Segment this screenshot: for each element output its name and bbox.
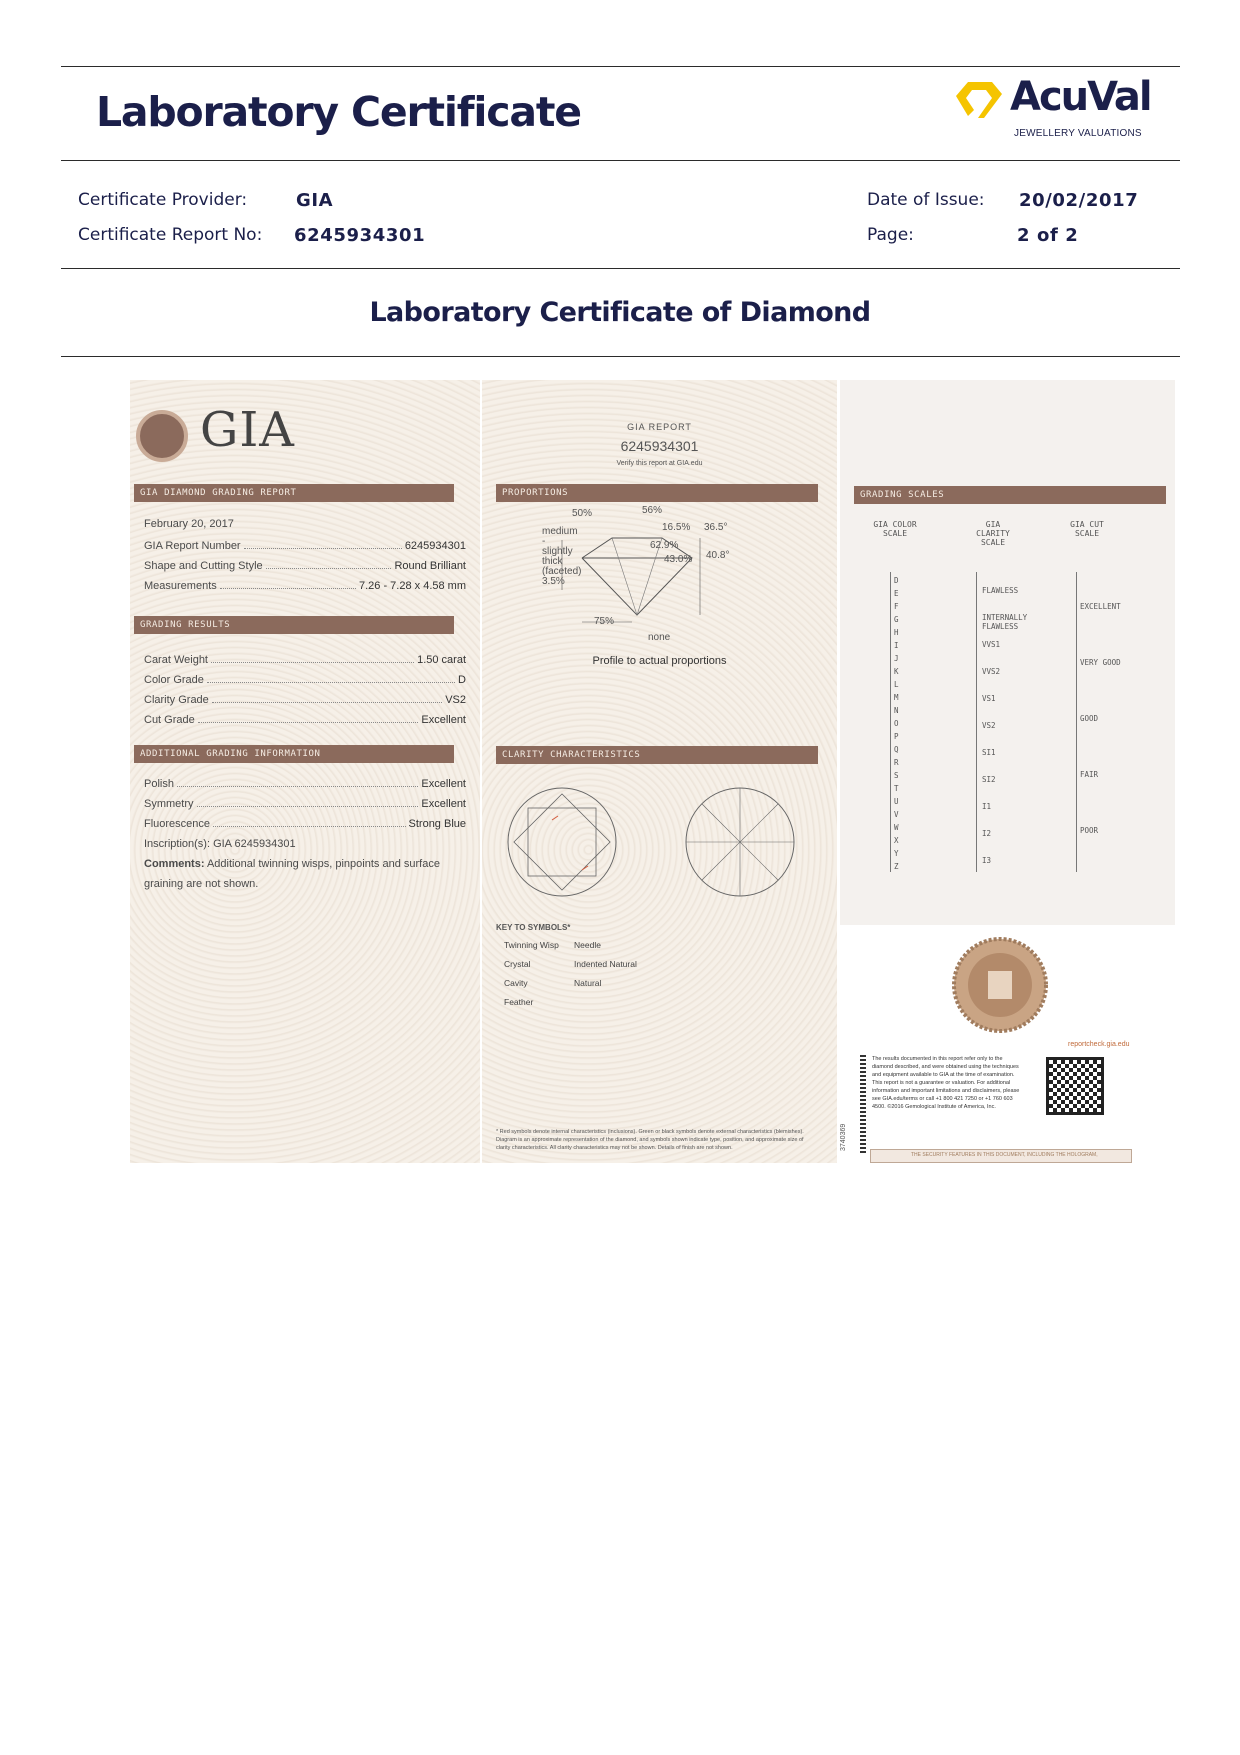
proportions-bar: PROPORTIONS — [496, 484, 818, 502]
row-value: Excellent — [421, 778, 466, 790]
row-leader — [220, 580, 356, 589]
cut-grade: FAIR — [1080, 770, 1099, 779]
crown-height: 16.5% — [662, 522, 691, 533]
row-leader — [212, 694, 442, 703]
girdle-faceted: (faceted) — [542, 566, 582, 577]
color-grade-letter: W — [894, 823, 899, 832]
color-grade-letter: V — [894, 810, 899, 819]
color-grade-letter: S — [894, 771, 899, 780]
clarity-scale-line — [976, 572, 977, 872]
meta-divider — [61, 268, 1180, 269]
symbol-indented-natural: Indented Natural — [574, 959, 637, 969]
clarity-grade: I1 — [982, 802, 992, 811]
color-grade-letter: L — [894, 680, 899, 689]
acuval-mark-icon — [948, 78, 1008, 130]
color-grade-letter: T — [894, 784, 899, 793]
serial-number: 3740369 — [840, 1123, 847, 1151]
verify-link[interactable]: Verify this report at GIA.edu — [616, 460, 703, 467]
date-value: 20/02/2017 — [1019, 190, 1139, 211]
qr-code — [1046, 1057, 1104, 1115]
clarity-scale-title: GIA CLARITY SCALE — [976, 520, 1010, 547]
report-number-value: 6245934301 — [294, 225, 426, 246]
row-label: Symmetry — [144, 798, 194, 810]
row-label: Fluorescence — [144, 818, 211, 830]
row-leader — [177, 778, 418, 787]
girdle-pct: 3.5% — [542, 576, 565, 587]
row-label: Carat Weight — [144, 654, 208, 666]
page-title: Laboratory Certificate — [96, 88, 581, 136]
top-divider — [61, 66, 1180, 67]
brand-name: AcuVal — [1010, 74, 1151, 120]
report-row — [144, 540, 466, 552]
results-row — [144, 694, 466, 706]
gia-seal-icon — [136, 410, 188, 462]
girdle-slightly: slightly — [542, 546, 573, 557]
certificate-scan — [130, 380, 1175, 1163]
symbol-natural: Natural — [574, 978, 602, 988]
row-value: 7.26 - 7.28 x 4.58 mm — [359, 580, 466, 592]
color-grade-letter: O — [894, 719, 899, 728]
row-value: Round Brilliant — [394, 560, 466, 572]
clarity-grade: INTERNALLY FLAWLESS — [982, 613, 1028, 631]
proportions-caption: Profile to actual proportions — [592, 655, 727, 667]
barcode — [860, 1055, 866, 1155]
gia-gold-seal-icon — [950, 935, 1050, 1035]
color-grade-letter: J — [894, 654, 899, 663]
results-bar: GRADING RESULTS — [134, 616, 454, 634]
row-value: Excellent — [421, 714, 466, 726]
results-row — [144, 714, 466, 726]
color-grade-letter: M — [894, 693, 899, 702]
color-grade-letter: Q — [894, 745, 899, 754]
inscription: Inscription(s): GIA 6245934301 — [144, 838, 296, 850]
clarity-grade: VS1 — [982, 694, 996, 703]
row-label: Shape and Cutting Style — [144, 560, 263, 572]
brand-tagline: JEWELLERY VALUATIONS — [1014, 128, 1142, 139]
additional-row — [144, 778, 466, 790]
report-row — [144, 560, 466, 572]
pavilion-depth: 43.0% — [664, 554, 693, 565]
clarity-grade: SI1 — [982, 748, 996, 757]
scales-bar: GRADING SCALES — [854, 486, 1166, 504]
comments — [144, 854, 464, 894]
report-date: February 20, 2017 — [144, 518, 234, 530]
additional-row — [144, 818, 466, 830]
row-value: D — [458, 674, 466, 686]
girdle-dash: - — [542, 536, 546, 547]
row-leader — [213, 818, 405, 827]
color-grade-letter: X — [894, 836, 899, 845]
key-title: KEY TO SYMBOLS* — [496, 923, 571, 932]
color-grade-letter: G — [894, 615, 899, 624]
additional-bar: ADDITIONAL GRADING INFORMATION — [134, 745, 454, 763]
cut-grade: EXCELLENT — [1080, 602, 1121, 611]
clarity-grade: I3 — [982, 856, 992, 865]
color-grade-letter: K — [894, 667, 899, 676]
color-grade-letter: R — [894, 758, 899, 767]
row-value: Strong Blue — [408, 818, 466, 830]
results-row — [144, 654, 466, 666]
row-value: 1.50 carat — [417, 654, 466, 666]
clarity-grade: I2 — [982, 829, 992, 838]
row-label: Clarity Grade — [144, 694, 209, 706]
color-grade-letter: N — [894, 706, 899, 715]
clarity-grade: FLAWLESS — [982, 586, 1019, 595]
section-divider — [61, 356, 1180, 357]
cut-grade: POOR — [1080, 826, 1099, 835]
disclaimer: The results documented in this report refer only to the diamond described, and were obtained using the techniques and equipment available to GIA at the time of examination. This report is not a guarantee or valuation. For additional information and important limitations and disclaimers, please see GIA.edu/terms or call +1 800 421 7250 or +1 760 603 4500. ©2016 Gemological Institute of America, Inc. — [872, 1056, 1020, 1110]
culet: none — [648, 632, 671, 643]
symbol-crystal: Crystal — [504, 959, 531, 969]
clarity-grade: VVS2 — [982, 667, 1001, 676]
color-scale-title: GIA COLOR SCALE — [873, 520, 917, 538]
page-label: Page: — [867, 225, 914, 245]
comments-text: Additional twinning wisps, pinpoints and surface graining are not shown. — [144, 858, 440, 890]
security-text: THE SECURITY FEATURES IN THIS DOCUMENT, INCLUDING THE HOLOGRAM, — [911, 1152, 1098, 1158]
header-divider — [61, 160, 1180, 161]
comments-label: Comments: — [144, 858, 205, 870]
section-title: Laboratory Certificate of Diamond — [369, 297, 871, 328]
lower-half: 75% — [594, 616, 615, 627]
page-value: 2 of 2 — [1017, 225, 1079, 246]
clarity-footnote: * Red symbols denote internal characteristics (inclusions). Green or black symbols denote external characteristics (blemishes). Diagram is an approximate representation of the diamond, and symbols shown indicate type, position, and approximate size of clarity characteristics. All clarity characteristics may not be shown. Details of finish are not shown. — [496, 1129, 804, 1151]
girdle-thick: thick — [542, 556, 563, 567]
row-leader — [244, 540, 402, 549]
results-row — [144, 674, 466, 686]
row-label: Measurements — [144, 580, 217, 592]
clarity-grade: VS2 — [982, 721, 996, 730]
color-grade-letter: F — [894, 602, 899, 611]
pavilion-angle: 40.8° — [706, 550, 730, 561]
cut-scale-line — [1076, 572, 1077, 872]
seal-panel — [840, 925, 1175, 1163]
gia-logo: GIA — [200, 402, 295, 458]
row-value: VS2 — [445, 694, 466, 706]
report-bar: GIA DIAMOND GRADING REPORT — [134, 484, 454, 502]
clarity-grade: SI2 — [982, 775, 996, 784]
proportions-panel — [482, 380, 837, 1163]
total-depth: 62.9% — [650, 540, 679, 551]
table-pct: 56% — [642, 505, 663, 516]
cut-grade: GOOD — [1080, 714, 1099, 723]
row-label: Polish — [144, 778, 174, 790]
color-grade-letter: D — [894, 576, 899, 585]
color-grade-letter: Z — [894, 862, 899, 871]
color-grade-letter: H — [894, 628, 899, 637]
girdle-medium: medium — [542, 526, 578, 537]
report-panel — [130, 380, 480, 1163]
symbol-cavity: Cavity — [504, 978, 528, 988]
row-leader — [197, 798, 419, 807]
girdle — [542, 527, 581, 587]
row-value: 6245934301 — [404, 540, 466, 552]
star-pct: 50% — [572, 508, 593, 519]
row-label: GIA Report Number — [144, 540, 241, 552]
clarity-grade: VVS1 — [982, 640, 1001, 649]
symbol-twinning-wisp: Twinning Wisp — [504, 940, 559, 950]
row-leader — [198, 714, 419, 723]
symbol-feather: Feather — [504, 997, 534, 1007]
gia-report-number: 6245934301 — [620, 438, 699, 454]
color-grade-letter: I — [894, 641, 899, 650]
provider-value: GIA — [296, 190, 334, 211]
row-label: Color Grade — [144, 674, 204, 686]
cut-scale-title: GIA CUT SCALE — [1070, 520, 1104, 538]
color-grade-letter: U — [894, 797, 899, 806]
report-row — [144, 580, 466, 592]
proportions-diagram — [482, 510, 837, 650]
color-grade-letter: E — [894, 589, 899, 598]
crown-angle: 36.5° — [704, 522, 728, 533]
row-leader — [207, 674, 455, 683]
symbol-needle: Needle — [574, 940, 601, 950]
clarity-bar: CLARITY CHARACTERISTICS — [496, 746, 818, 764]
row-value: Excellent — [421, 798, 466, 810]
row-leader — [266, 560, 392, 569]
color-scale-line — [890, 572, 891, 872]
additional-row — [144, 798, 466, 810]
clarity-plot-diagram — [482, 780, 837, 910]
date-label: Date of Issue: — [867, 190, 985, 210]
row-leader — [211, 654, 414, 663]
gia-report-label: GIA REPORT — [627, 422, 692, 432]
row-label: Cut Grade — [144, 714, 195, 726]
reportcheck-url[interactable]: reportcheck.gia.edu — [1068, 1041, 1130, 1048]
cut-grade: VERY GOOD — [1080, 658, 1121, 667]
color-grade-letter: P — [894, 732, 899, 741]
acuval-logo — [948, 74, 1158, 144]
security-strip — [870, 1149, 1132, 1163]
color-grade-letter: Y — [894, 849, 899, 858]
report-number-label: Certificate Report No: — [78, 225, 263, 245]
provider-label: Certificate Provider: — [78, 190, 248, 210]
